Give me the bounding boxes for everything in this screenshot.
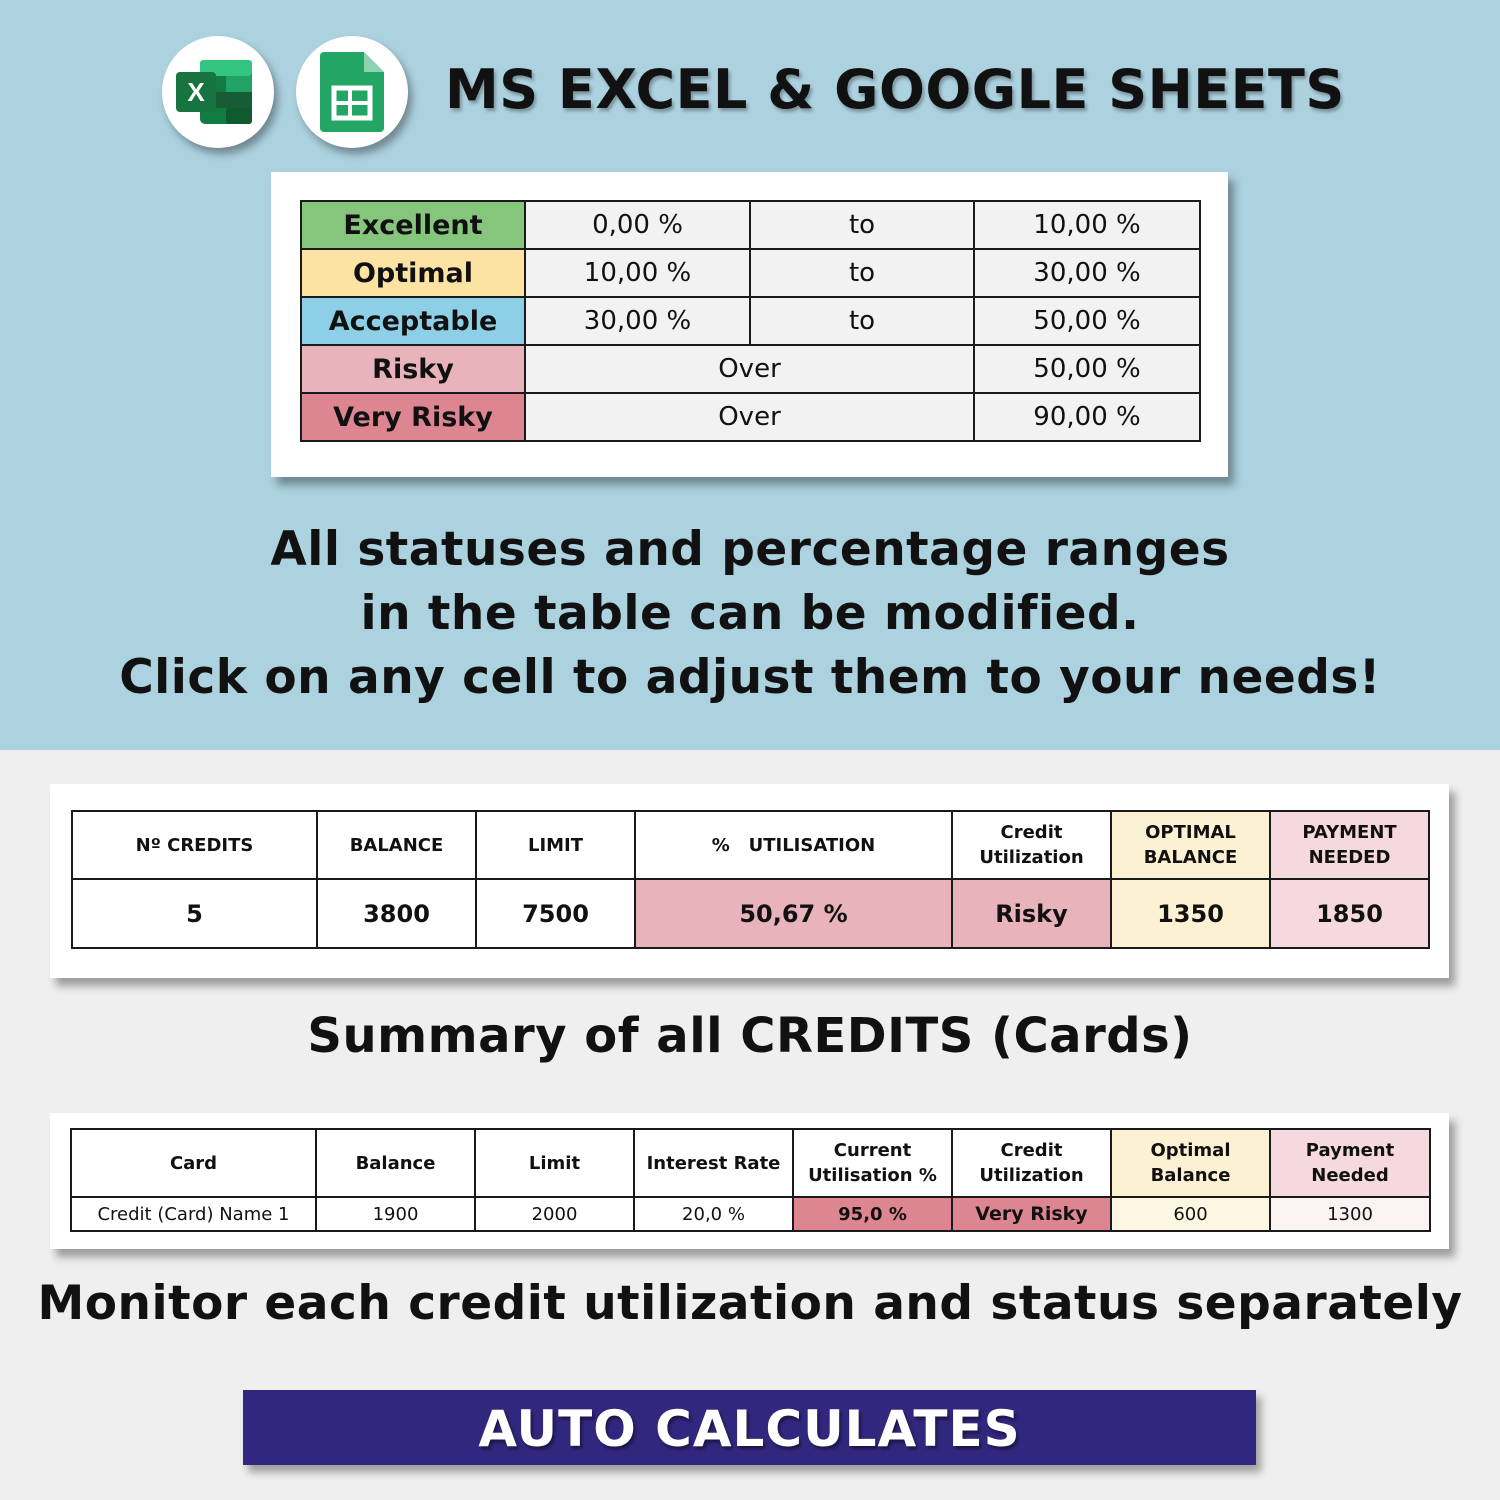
credit-utilization-value: Risky [952,879,1111,948]
header-payment-needed [1270,811,1429,879]
header-credit-utilization-line-2: Utilization [979,1165,1084,1186]
header-payment-needed-line-2: Needed [1311,1165,1389,1186]
headline-line-1: All statuses and percentage ranges [270,522,1230,577]
status-row-very-risky[interactable] [301,393,1200,441]
header-limit: Limit [475,1129,634,1197]
excel-logo-icon [162,36,274,148]
optimal-balance-value: 1350 [1111,879,1270,948]
status-row-optimal[interactable] [301,249,1200,297]
range-separator[interactable]: to [750,201,974,249]
range-from-cell[interactable]: 30,00 % [525,297,750,345]
headline-line-2: in the table can be modified. [360,586,1140,641]
header-optimal-balance-line-1: Optimal [1150,1140,1231,1161]
header-limit: LIMIT [476,811,635,879]
limit-cell[interactable]: 2000 [475,1197,634,1231]
credit-utilization-cell[interactable]: Very Risky [952,1197,1111,1231]
status-label-very-risky[interactable]: Very Risky [301,393,525,441]
interest-rate-cell[interactable]: 20,0 % [634,1197,793,1231]
status-label-acceptable[interactable]: Acceptable [301,297,525,345]
summary-header-row [72,811,1429,879]
card-table-card [50,1113,1449,1249]
range-to-cell[interactable]: 90,00 % [974,393,1200,441]
card-table-caption: Monitor each credit utilization and status separately [37,1276,1463,1331]
header-current-utilisation-line-1: Current [833,1140,912,1161]
header-balance: BALANCE [317,811,476,879]
header-payment-needed [1270,1129,1430,1197]
header-card: Card [71,1129,316,1197]
card-header-row [71,1129,1430,1197]
range-to-cell[interactable]: 30,00 % [974,249,1200,297]
status-table [300,200,1201,442]
status-label-optimal[interactable]: Optimal [301,249,525,297]
status-row-risky[interactable] [301,345,1200,393]
header-credit-utilization-line-1: Credit [1000,822,1063,843]
google-sheets-logo-icon [296,36,408,148]
header-optimal-balance-line-1: OPTIMAL [1145,822,1236,843]
optimal-balance-cell[interactable]: 600 [1111,1197,1270,1231]
balance-cell[interactable]: 1900 [316,1197,475,1231]
headline-line-3: Click on any cell to adjust them to your needs! [119,650,1381,705]
range-separator[interactable]: to [750,297,974,345]
card-table [70,1128,1431,1232]
table-row[interactable] [71,1197,1430,1231]
range-over-cell[interactable]: Over [525,345,974,393]
status-row-acceptable[interactable] [301,297,1200,345]
header-optimal-balance-line-2: Balance [1150,1165,1231,1186]
status-label-risky[interactable]: Risky [301,345,525,393]
header-credit-utilization-line-1: Credit [1000,1140,1063,1161]
header-current-utilisation-line-2: Utilisation % [808,1165,937,1186]
header-credit-utilization-line-2: Utilization [979,847,1084,868]
range-separator[interactable]: to [750,249,974,297]
header-credits: Nº CREDITS [72,811,317,879]
range-to-cell[interactable]: 50,00 % [974,297,1200,345]
header-credit-utilization [952,1129,1111,1197]
summary-caption: Summary of all CREDITS (Cards) [307,1008,1193,1064]
status-table-card [271,172,1228,477]
summary-card [50,784,1449,978]
limit-value: 7500 [476,879,635,948]
range-to-cell[interactable]: 10,00 % [974,201,1200,249]
balance-value: 3800 [317,879,476,948]
header-optimal-balance-line-2: BALANCE [1143,847,1238,868]
credits-value: 5 [72,879,317,948]
range-from-cell[interactable]: 10,00 % [525,249,750,297]
header-payment-needed-line-1: PAYMENT [1302,822,1397,843]
header-credit-utilization [952,811,1111,879]
payment-needed-cell[interactable]: 1300 [1270,1197,1430,1231]
header-optimal-balance [1111,1129,1270,1197]
header-current-utilisation [793,1129,952,1197]
header-payment-needed-line-1: Payment [1305,1140,1395,1161]
payment-needed-value: 1850 [1270,879,1429,948]
summary-value-row [72,879,1429,948]
status-label-excellent[interactable]: Excellent [301,201,525,249]
excel-logo-letter: X [187,77,205,107]
status-row-excellent[interactable] [301,201,1200,249]
auto-calculates-banner: AUTO CALCULATES [243,1390,1256,1465]
range-from-cell[interactable]: 0,00 % [525,201,750,249]
current-utilisation-cell[interactable]: 95,0 % [793,1197,952,1231]
header-payment-needed-line-2: NEEDED [1308,847,1391,868]
header-optimal-balance [1111,811,1270,879]
header-utilisation: % UTILISATION [635,811,952,879]
header-interest-rate: Interest Rate [634,1129,793,1197]
range-to-cell[interactable]: 50,00 % [974,345,1200,393]
summary-table [71,810,1430,949]
header-balance: Balance [316,1129,475,1197]
range-over-cell[interactable]: Over [525,393,974,441]
page-title: MS EXCEL & GOOGLE SHEETS [445,58,1345,121]
utilisation-value: 50,67 % [635,879,952,948]
card-name-cell[interactable]: Credit (Card) Name 1 [71,1197,316,1231]
